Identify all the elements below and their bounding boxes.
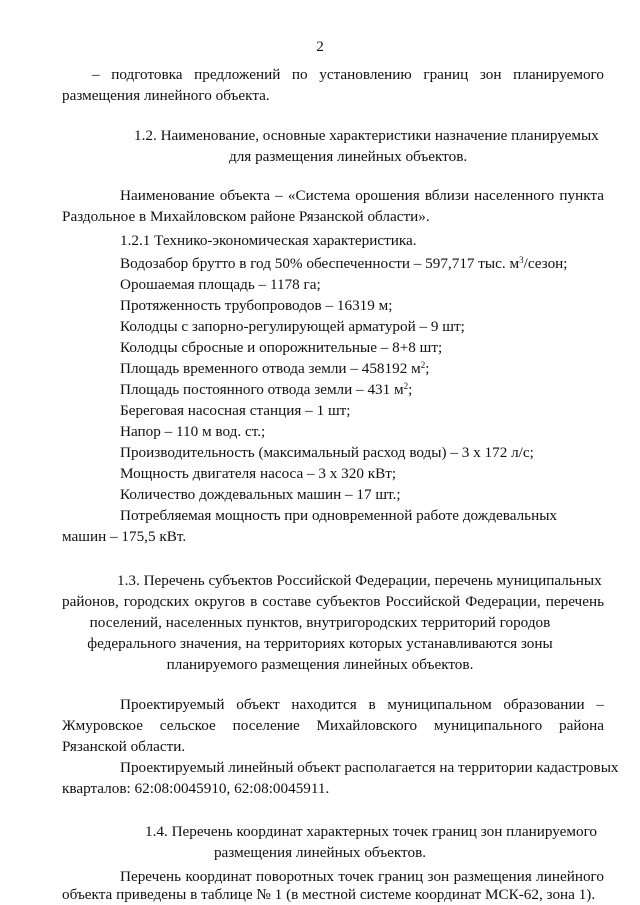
- spec-head: Напор – 110 м вод. ст.;: [120, 423, 266, 440]
- cadastral-line-2: кварталов: 62:08:0045910, 62:08:0045911.: [62, 780, 330, 797]
- subheading-1-2-1: 1.2.1 Технико-экономическая характеристика.: [120, 232, 417, 249]
- section-1-3-heading-line-4: федерального значения, на территориях которых устанавливаются зоны: [87, 635, 553, 652]
- coordinates-line-1: Перечень координат поворотных точек границ зон размещения линейного: [120, 868, 604, 885]
- section-1-2-heading-line-1: 1.2. Наименование, основные характеристики назначение планируемых: [134, 127, 599, 144]
- intro-line-2: размещения линейного объекта.: [62, 87, 270, 104]
- spec-temp-land: Площадь временного отвода земли – 458192 $м^2$;: [120, 360, 430, 377]
- section-1-3-heading-line-5: планируемого размещения линейных объектов.: [166, 656, 474, 673]
- section-1-2-heading-line-2: для размещения линейных объектов.: [229, 148, 468, 165]
- location-line-1: Проектируемый объект находится в муниципальном образовании –: [120, 696, 604, 713]
- spec-water-intake: Водозабор брутто в год 50% обеспеченности – 597,717 тыс. $м^3$/сезон;: [120, 255, 568, 272]
- spec-valve-wells: Колодцы с запорно-регулирующей арматурой – 9 шт;: [120, 318, 465, 335]
- cadastral-line-1: Проектируемый линейный объект располагается на территории кадастровых: [120, 759, 619, 776]
- intro-line-1: – подготовка предложений по установлению границ зон планируемого: [92, 66, 604, 83]
- coordinates-line-2: объекта приведены в таблице № 1 (в местной системе координат МСК-62, зона 1).: [62, 886, 596, 903]
- location-line-3: Рязанской области.: [62, 738, 186, 755]
- spec-motor-power: Мощность двигателя насоса – 3 х 320 кВт;: [120, 465, 397, 482]
- location-line-2: Жмуровское сельское поселение Михайловского муниципального района: [62, 717, 604, 734]
- spec-pipeline-length: Протяженность трубопроводов – 16319 м;: [120, 297, 393, 314]
- section-1-3-heading-line-2: районов, городских округов в составе субъектов Российской Федерации, перечень: [62, 593, 604, 610]
- spec-perm-land: Площадь постоянного отвода земли – 431 $м^2$;: [120, 381, 413, 398]
- object-name-line-1: Наименование объекта – «Система орошения вблизи населенного пункта: [120, 187, 604, 204]
- section-1-3-heading-line-1: 1.3. Перечень субъектов Российской Федерации, перечень муниципальных: [117, 572, 602, 589]
- section-1-3-heading-line-3: поселений, населенных пунктов, внутригородских территорий городов: [89, 614, 551, 631]
- spec-power-line-2: машин – 175,5 кВт.: [62, 528, 187, 545]
- spec-irrigated-area: Орошаемая площадь – 1178 га;: [120, 276, 321, 293]
- page-number: 2: [316, 38, 324, 55]
- spec-power-line-1: Потребляемая мощность при одновременной работе дождевальных: [120, 507, 557, 524]
- section-1-4-heading-line-2: размещения линейных объектов.: [213, 844, 427, 861]
- spec-sprinklers: Количество дождевальных машин – 17 шт.;: [120, 486, 401, 503]
- spec-drain-wells: Колодцы сбросные и опорожнительные – 8+8 шт;: [120, 339, 443, 356]
- section-1-4-heading-line-1: 1.4. Перечень координат характерных точек границ зон планируемого: [145, 823, 598, 840]
- object-name-line-2: Раздольное в Михайловском районе Рязанской области».: [62, 208, 430, 225]
- spec-pump-station: Береговая насосная станция – 1 шт;: [120, 402, 351, 419]
- spec-capacity: Производительность (максимальный расход воды) – 3 х 172 л/с;: [120, 444, 534, 461]
